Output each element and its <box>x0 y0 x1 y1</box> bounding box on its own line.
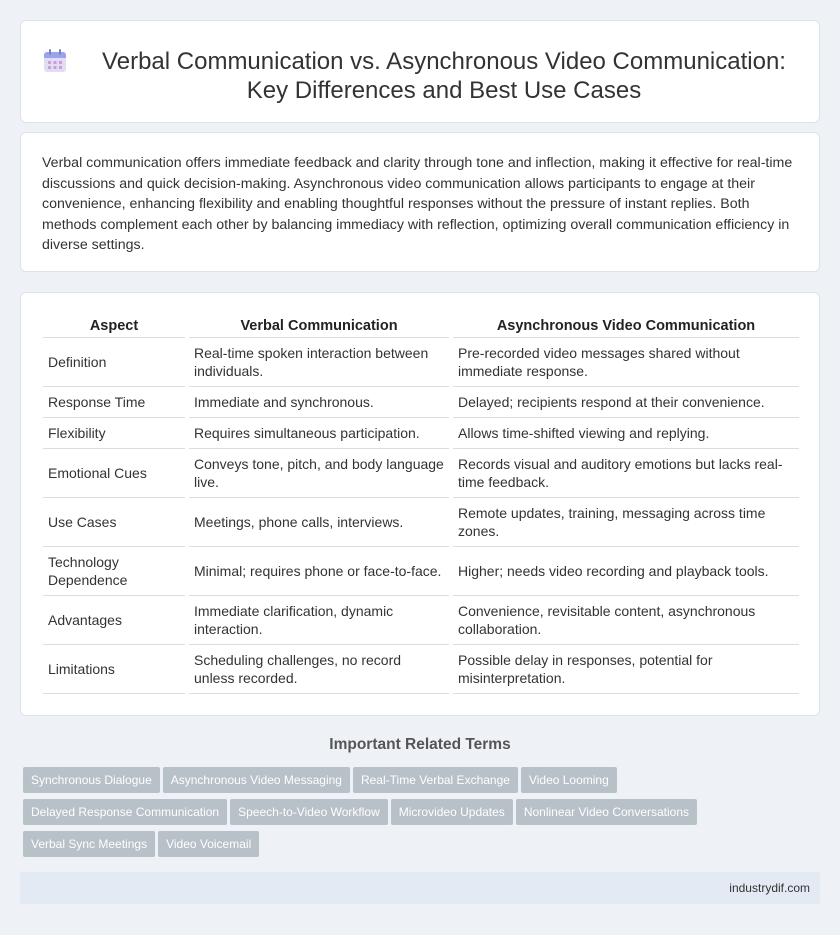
table-row <box>43 546 799 595</box>
comparison-table-card <box>20 292 820 716</box>
row-verbal: Minimal; requires phone or face-to-face. <box>187 546 451 595</box>
related-term-tag[interactable]: Video Looming <box>521 767 617 793</box>
footer-site-link[interactable]: industrydif.com <box>729 881 810 895</box>
row-async: Remote updates, training, messaging across time zones. <box>451 497 799 546</box>
related-term-tag[interactable]: Synchronous Dialogue <box>23 767 160 793</box>
row-aspect: Limitations <box>43 644 187 693</box>
row-aspect: Response Time <box>43 386 187 417</box>
row-async: Records visual and auditory emotions but lacks real-time feedback. <box>451 448 799 497</box>
related-terms-list <box>23 767 823 863</box>
row-aspect: Technology Dependence <box>43 546 187 595</box>
row-aspect: Advantages <box>43 595 187 644</box>
related-term-tag[interactable]: Nonlinear Video Conversations <box>516 799 697 825</box>
row-async: Higher; needs video recording and playback tools. <box>451 546 799 595</box>
row-verbal: Scheduling challenges, no record unless recorded. <box>187 644 451 693</box>
comparison-table <box>43 307 799 694</box>
header-async-video: Asynchronous Video Communication <box>451 307 799 337</box>
row-verbal: Immediate and synchronous. <box>187 386 451 417</box>
row-async: Allows time-shifted viewing and replying. <box>451 417 799 448</box>
footer <box>20 872 820 904</box>
row-async: Possible delay in responses, potential for misinterpretation. <box>451 644 799 693</box>
row-aspect: Flexibility <box>43 417 187 448</box>
row-async: Delayed; recipients respond at their convenience. <box>451 386 799 417</box>
row-aspect: Use Cases <box>43 497 187 546</box>
table-row <box>43 644 799 693</box>
table-header-row <box>43 307 799 337</box>
related-terms-title: Important Related Terms <box>329 736 511 753</box>
row-verbal: Conveys tone, pitch, and body language live. <box>187 448 451 497</box>
related-term-tag[interactable]: Real-Time Verbal Exchange <box>353 767 518 793</box>
table-row <box>43 417 799 448</box>
row-aspect: Definition <box>43 337 187 386</box>
related-term-tag[interactable]: Asynchronous Video Messaging <box>163 767 350 793</box>
intro-card <box>20 132 820 272</box>
related-term-tag[interactable]: Verbal Sync Meetings <box>23 831 155 857</box>
calendar-icon <box>41 47 69 75</box>
row-verbal: Requires simultaneous participation. <box>187 417 451 448</box>
header-verbal: Verbal Communication <box>187 307 451 337</box>
intro-paragraph: Verbal communication offers immediate feedback and clarity through tone and inflection, making it effective for real-time discussions and quick decision-making. Asynchronous video communication allows participants to engage at their convenience, enhancing flexibility and enabling thoughtful responses without the pressure of instant replies. Both methods complement each other by balancing immediacy with reflection, optimizing overall communication efficiency in diverse settings. <box>42 155 793 253</box>
row-async: Convenience, revisitable content, asynchronous collaboration. <box>451 595 799 644</box>
table-row <box>43 386 799 417</box>
row-async: Pre-recorded video messages shared without immediate response. <box>451 337 799 386</box>
row-verbal: Immediate clarification, dynamic interaction. <box>187 595 451 644</box>
table-row <box>43 497 799 546</box>
related-term-tag[interactable]: Microvideo Updates <box>391 799 513 825</box>
related-term-tag[interactable]: Video Voicemail <box>158 831 259 857</box>
row-aspect: Emotional Cues <box>43 448 187 497</box>
row-verbal: Meetings, phone calls, interviews. <box>187 497 451 546</box>
row-verbal: Real-time spoken interaction between individuals. <box>187 337 451 386</box>
header-aspect: Aspect <box>43 307 187 337</box>
related-term-tag[interactable]: Speech-to-Video Workflow <box>230 799 388 825</box>
table-row <box>43 595 799 644</box>
table-row <box>43 448 799 497</box>
table-row <box>43 337 799 386</box>
page-title: Verbal Communication vs. Asynchronous Video Communication: Key Differences and Best Use Cases <box>102 48 786 104</box>
related-term-tag[interactable]: Delayed Response Communication <box>23 799 227 825</box>
title-card <box>20 20 820 123</box>
